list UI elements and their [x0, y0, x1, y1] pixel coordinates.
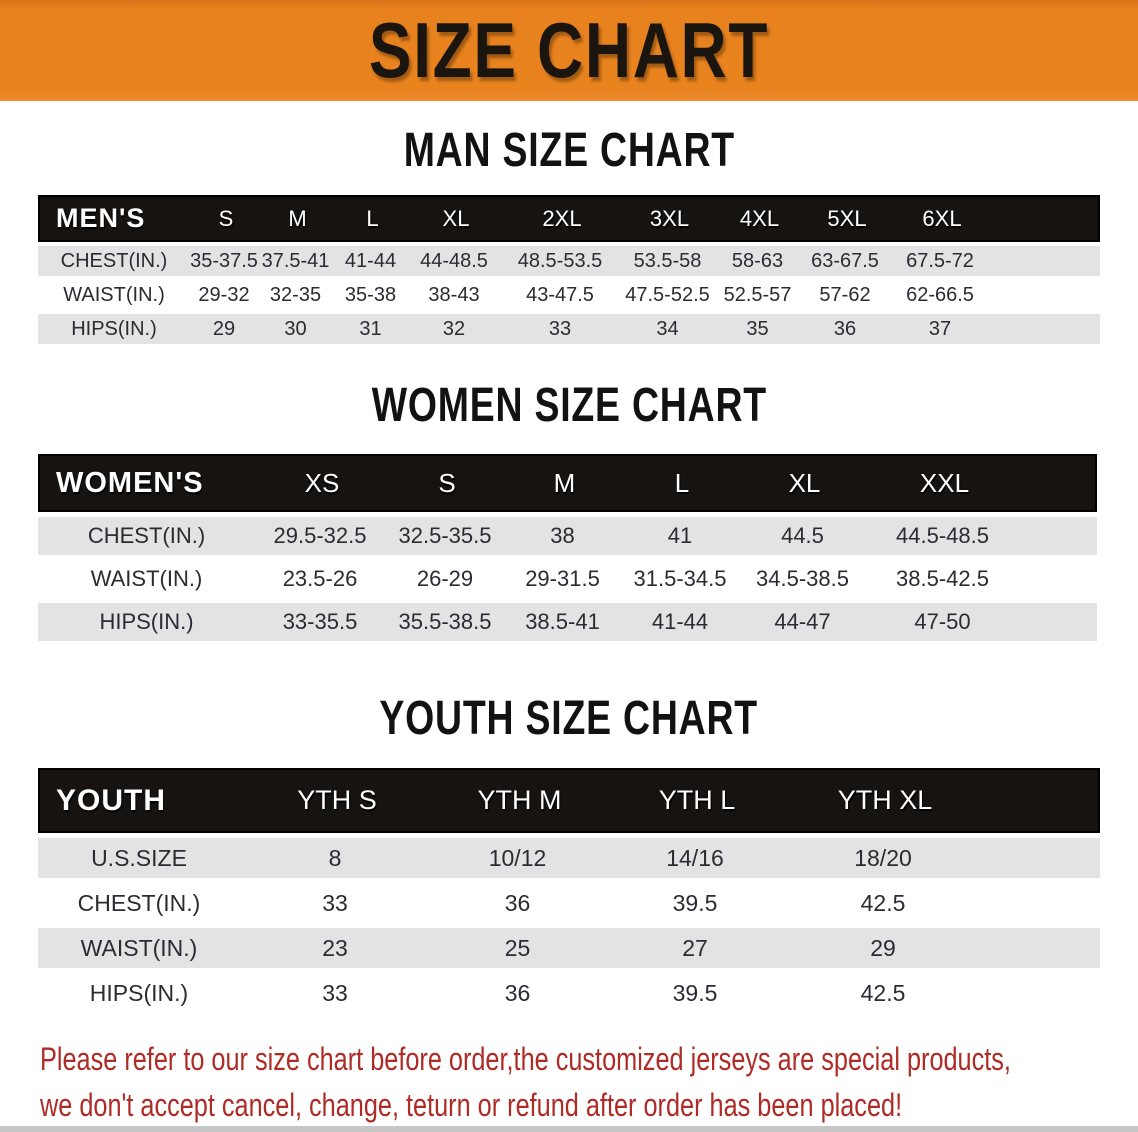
table-cell: 25: [504, 934, 531, 961]
table-cell: 67.5-72: [906, 249, 974, 272]
column-header: L: [366, 205, 379, 231]
youth-section-title-text: YOUTH SIZE CHART: [379, 692, 759, 745]
youth-table-header-row: [38, 768, 1100, 833]
column-header: S: [218, 205, 234, 231]
column-header: XS: [304, 467, 340, 498]
table-cell: 44-47: [774, 609, 831, 634]
column-header: YTH L: [658, 785, 736, 815]
row-spacer: [981, 883, 1100, 923]
table-cell: 53.5-58: [633, 249, 702, 272]
column-header: 3XL: [649, 205, 690, 231]
header-spacer: [1022, 456, 1099, 510]
table-row: [38, 280, 1100, 310]
table-cell: 34: [656, 317, 679, 340]
table-cell: 30: [284, 317, 307, 340]
table-row: [38, 246, 1100, 276]
table-cell: 29.5-32.5: [273, 523, 367, 548]
table-cell: 23.5-26: [282, 566, 358, 591]
row-spacer: [981, 928, 1100, 968]
column-header: 4XL: [739, 205, 780, 231]
table-row: [38, 838, 1100, 878]
women-size-table: [38, 454, 1097, 641]
youth-table-corner-label: YOUTH: [56, 783, 166, 817]
column-header: 6XL: [922, 205, 962, 231]
table-cell: 29-32: [198, 283, 250, 306]
column-header: YTH XL: [837, 785, 933, 815]
table-cell: 63-67.5: [811, 249, 879, 272]
column-header: L: [674, 467, 690, 498]
table-row: [38, 517, 1097, 555]
header-spacer: [983, 770, 1102, 831]
table-cell: 26-29: [416, 566, 474, 591]
table-cell: 47.5-52.5: [625, 283, 710, 306]
table-cell: 18/20: [854, 844, 912, 871]
table-cell: 23: [322, 934, 348, 961]
table-cell: 29: [212, 317, 236, 340]
men-section-title: [0, 117, 1138, 185]
table-cell: 41-44: [651, 609, 709, 634]
table-row: [38, 560, 1097, 598]
column-header: M: [288, 205, 307, 231]
row-label: CHEST(IN.): [60, 249, 168, 272]
table-cell: 38-43: [428, 283, 480, 306]
column-header: YTH M: [477, 785, 562, 815]
column-header: YTH S: [297, 785, 377, 815]
women-section-title: [0, 372, 1138, 440]
disclaimer-text: [40, 1036, 1130, 1128]
table-cell: 27: [682, 934, 708, 961]
table-row: [38, 973, 1100, 1013]
table-cell: 35-38: [344, 283, 397, 306]
table-cell: 29: [870, 934, 896, 961]
table-cell: 62-66.5: [906, 283, 974, 306]
row-spacer: [990, 314, 1100, 344]
table-row: [38, 603, 1097, 641]
table-row: [38, 883, 1100, 923]
row-spacer: [1020, 517, 1097, 555]
size-chart-banner: [0, 0, 1138, 101]
table-cell: 31: [359, 317, 382, 340]
row-label: CHEST(IN.): [87, 523, 206, 548]
youth-section-title: [0, 685, 1138, 753]
column-header: XL: [442, 205, 470, 231]
column-header: M: [553, 467, 576, 498]
women-table-corner-label: WOMEN'S: [56, 466, 204, 499]
table-cell: 42.5: [860, 979, 906, 1006]
table-cell: 33-35.5: [282, 609, 358, 634]
table-cell: 39.5: [672, 889, 718, 916]
row-spacer: [981, 838, 1100, 878]
table-cell: 33: [548, 317, 572, 340]
table-row: [38, 314, 1100, 344]
table-cell: 52.5-57: [723, 283, 792, 306]
table-cell: 58-63: [731, 249, 784, 272]
table-cell: 33: [322, 889, 348, 916]
table-cell: 36: [504, 979, 531, 1006]
table-cell: 38.5-41: [525, 609, 600, 634]
row-label: HIPS(IN.): [99, 609, 194, 634]
table-cell: 39.5: [672, 979, 718, 1006]
table-cell: 35: [746, 317, 769, 340]
women-table-header-row: [38, 454, 1097, 512]
table-cell: 43-47.5: [526, 283, 594, 306]
column-header: 5XL: [827, 205, 867, 231]
table-cell: 29-31.5: [525, 566, 600, 591]
table-cell: 14/16: [666, 844, 724, 871]
youth-size-table: [38, 768, 1100, 1013]
header-spacer: [992, 197, 1102, 240]
men-table-corner-label: MEN'S: [56, 203, 146, 233]
column-header: 2XL: [542, 205, 582, 231]
table-cell: 35-37.5: [190, 249, 258, 272]
table-cell: 41-44: [344, 249, 397, 272]
table-cell: 32-35: [269, 283, 322, 306]
table-cell: 34.5-38.5: [756, 566, 849, 591]
row-label: WAIST(IN.): [80, 934, 198, 961]
table-cell: 36: [504, 889, 531, 916]
table-cell: 57-62: [819, 283, 871, 306]
table-cell: 44-48.5: [420, 249, 488, 272]
table-cell: 41: [667, 523, 693, 548]
table-cell: 10/12: [488, 844, 547, 871]
row-spacer: [1020, 603, 1097, 641]
column-header: XXL: [919, 467, 970, 498]
banner-title: SIZE CHART: [368, 6, 770, 94]
column-header: XL: [788, 467, 821, 498]
table-cell: 33: [322, 979, 348, 1006]
row-label: U.S.SIZE: [91, 844, 187, 871]
table-cell: 32.5-35.5: [398, 523, 492, 548]
men-section-title-text: MAN SIZE CHART: [403, 124, 735, 177]
women-section-title-text: WOMEN SIZE CHART: [371, 379, 767, 432]
table-cell: 8: [328, 844, 342, 871]
table-cell: 31.5-34.5: [633, 566, 727, 591]
row-label: HIPS(IN.): [71, 317, 157, 340]
table-cell: 35.5-38.5: [398, 609, 492, 634]
row-label: HIPS(IN.): [89, 979, 189, 1006]
disclaimer-line-1: Please refer to our size chart before order,the customized jerseys are special products,: [40, 1041, 1011, 1077]
table-cell: 44.5: [781, 523, 824, 548]
row-spacer: [981, 973, 1100, 1013]
table-cell: 38.5-42.5: [896, 566, 989, 591]
table-cell: 32: [442, 317, 466, 340]
disclaimer-line-2: we don't accept cancel, change, teturn or refund after order has been placed!: [40, 1087, 903, 1123]
men-size-table: [38, 195, 1100, 344]
row-label: WAIST(IN.): [90, 566, 203, 591]
table-cell: 37: [928, 317, 952, 340]
row-spacer: [990, 280, 1100, 310]
row-label: CHEST(IN.): [77, 889, 201, 916]
table-cell: 36: [833, 317, 857, 340]
table-row: [38, 928, 1100, 968]
row-spacer: [1020, 560, 1097, 598]
table-cell: 44.5-48.5: [896, 523, 989, 548]
row-label: WAIST(IN.): [63, 283, 165, 306]
bottom-edge-strip: [0, 1126, 1138, 1132]
table-cell: 48.5-53.5: [517, 249, 603, 272]
table-cell: 47-50: [914, 609, 971, 634]
table-cell: 38: [550, 523, 575, 548]
table-cell: 37.5-41: [261, 249, 330, 272]
table-cell: 42.5: [860, 889, 906, 916]
column-header: S: [438, 467, 456, 498]
row-spacer: [990, 246, 1100, 276]
men-table-header-row: [38, 195, 1100, 242]
